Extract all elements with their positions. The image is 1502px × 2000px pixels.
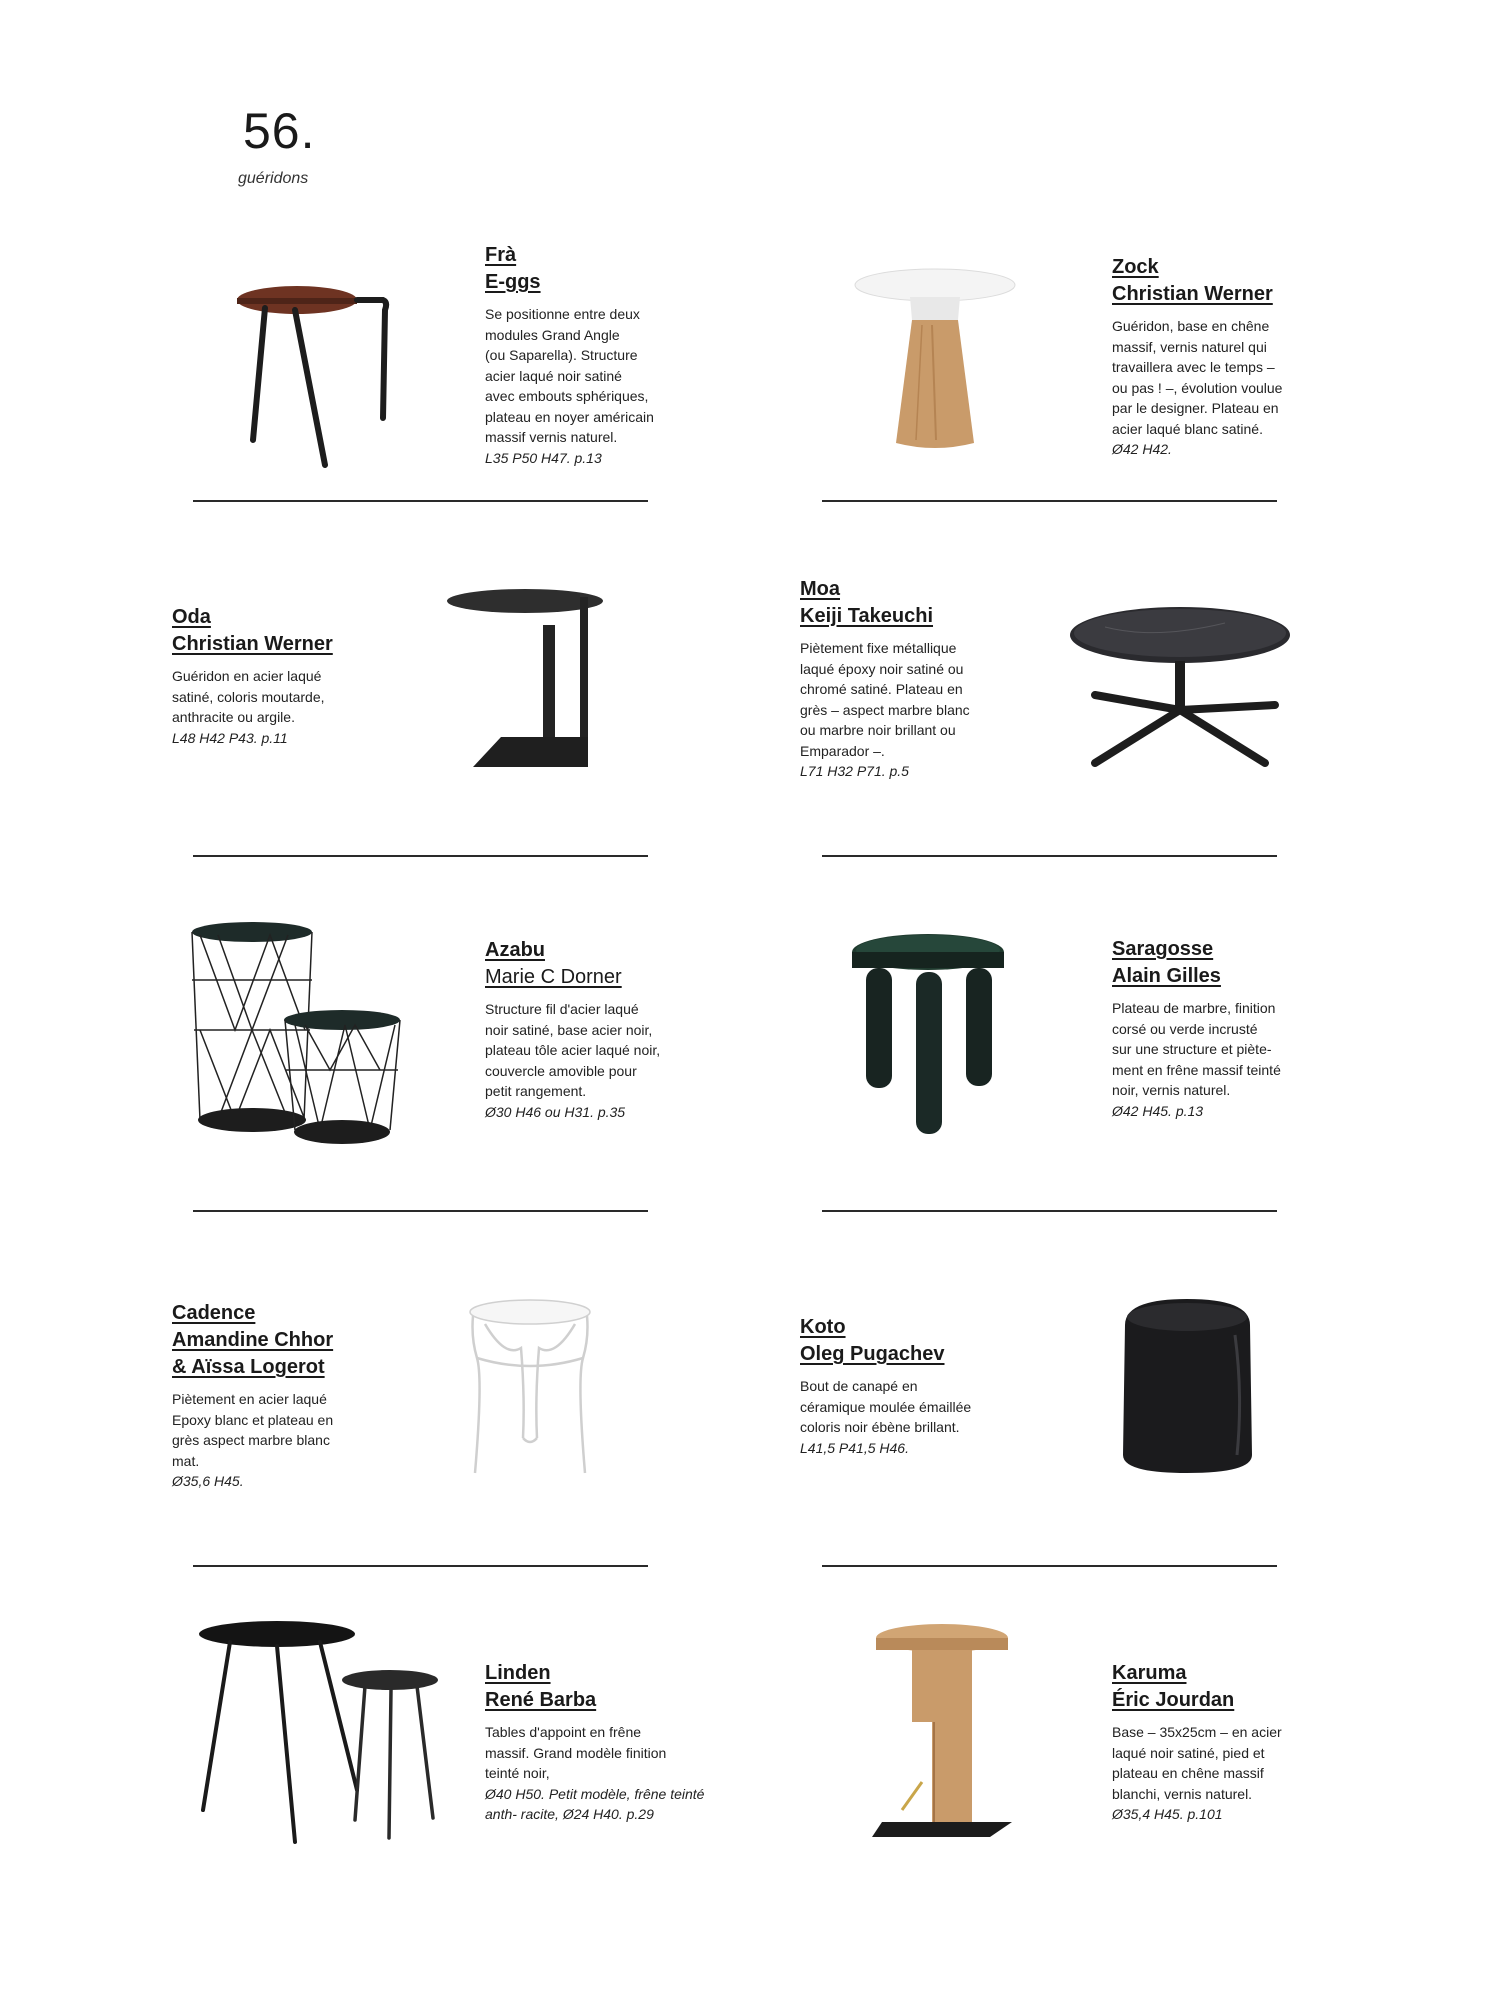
product-description: Base – 35x25cm – en acier laqué noir satiné, pied et plateau en chêne massif blanchi, vernis naturel.	[1112, 1724, 1282, 1802]
saragosse-side-table-image	[848, 930, 1008, 1140]
product-name: Koto	[800, 1316, 846, 1338]
product-moa	[800, 576, 1040, 782]
fra-side-table-image	[235, 280, 395, 475]
product-zock	[1112, 254, 1352, 460]
divider	[193, 1210, 648, 1212]
product-description: Piètement fixe métallique laqué époxy noir satiné ou chromé satiné. Plateau en grès – aspect marbre blanc ou marbre noir brillant ou Emparador –.	[800, 640, 970, 759]
product-description: Guéridon, base en chêne massif, vernis naturel qui travaillera avec le temps – ou pas ! –, évolution voulue par le designer. Plateau en acier laqué blanc satiné.	[1112, 318, 1283, 437]
product-description: Bout de canapé en céramique moulée émaillée coloris noir ébène brillant.	[800, 1378, 972, 1435]
product-dimensions: L41,5 P41,5 H46.	[800, 1439, 909, 1456]
product-dimensions: Ø42 H45. p.13	[1112, 1102, 1204, 1119]
koto-side-table-image	[1115, 1295, 1260, 1475]
divider	[822, 500, 1277, 502]
divider	[193, 855, 648, 857]
product-designer: René Barba	[485, 1689, 597, 1711]
divider	[193, 500, 648, 502]
product-name: Saragosse	[1112, 938, 1214, 960]
linden-side-tables-image	[195, 1620, 440, 1845]
karuma-side-table-image	[872, 1622, 1022, 1837]
divider	[822, 855, 1277, 857]
product-azabu	[485, 937, 725, 1122]
product-name: Frà	[485, 244, 517, 266]
zock-side-table-image	[850, 265, 1020, 455]
product-karuma	[1112, 1660, 1352, 1825]
oda-side-table-image	[445, 585, 615, 775]
product-description: Se positionne entre deux modules Grand Angle (ou Saparella). Structure acier laqué noir satiné avec embouts sphériques, plateau en noyer américain massif vernis naturel.	[485, 306, 654, 445]
product-designer-2: & Aïssa Logerot	[172, 1356, 325, 1378]
product-name: Karuma	[1112, 1662, 1187, 1684]
product-designer: E-ggs	[485, 271, 541, 293]
product-designer: Éric Jourdan	[1112, 1689, 1235, 1711]
product-designer: Christian Werner	[1112, 283, 1273, 305]
product-name: Linden	[485, 1662, 551, 1684]
product-designer: Marie C Dorner	[485, 966, 622, 988]
divider	[822, 1210, 1277, 1212]
product-dimensions: L48 H42 P43. p.11	[172, 729, 288, 746]
product-dimensions: Ø40 H50. Petit modèle, frêne teinté anth- racite, Ø24 H40. p.29	[485, 1785, 705, 1822]
product-name: Moa	[800, 578, 840, 600]
product-description: Piètement en acier laqué Epoxy blanc et plateau en grès aspect marbre blanc mat.	[172, 1391, 334, 1469]
product-dimensions: Ø35,4 H45. p.101	[1112, 1806, 1223, 1822]
cadence-side-table-image	[465, 1298, 595, 1478]
product-name: Azabu	[485, 939, 545, 961]
section-label: guéridons	[238, 170, 309, 187]
product-description: Guéridon en acier laqué satiné, coloris moutarde, anthracite ou argile.	[172, 668, 325, 725]
product-linden	[485, 1660, 725, 1825]
product-designer: Alain Gilles	[1112, 965, 1221, 987]
product-designer: Oleg Pugachev	[800, 1343, 945, 1365]
product-description: Plateau de marbre, finition corsé ou verde incrusté sur une structure et piète- ment en frêne massif teinté noir, vernis naturel.	[1112, 1000, 1281, 1098]
product-name: Oda	[172, 606, 211, 628]
product-dimensions: Ø30 H46 ou H31. p.35	[485, 1103, 626, 1120]
product-koto	[800, 1314, 1040, 1458]
product-designer: Keiji Takeuchi	[800, 605, 934, 627]
product-designer: Christian Werner	[172, 633, 333, 655]
product-designer: Amandine Chhor	[172, 1329, 334, 1351]
product-dimensions: L35 P50 H47. p.13	[485, 449, 602, 466]
divider	[193, 1565, 648, 1567]
product-name: Zock	[1112, 256, 1159, 278]
product-name: Cadence	[172, 1302, 256, 1324]
product-dimensions: L71 H32 P71. p.5	[800, 763, 909, 779]
product-dimensions: Ø35,6 H45.	[172, 1473, 244, 1489]
product-oda	[172, 604, 412, 748]
product-fra	[485, 242, 725, 468]
page-number: 56.	[243, 103, 316, 159]
product-description: Structure fil d'acier laqué noir satiné, base acier noir, plateau tôle acier laqué noir, couvercle amovible pour petit rangement.	[485, 1001, 661, 1099]
product-saragosse	[1112, 936, 1352, 1121]
divider	[822, 1565, 1277, 1567]
product-dimensions: Ø42 H42.	[1112, 441, 1172, 457]
moa-coffee-table-image	[1065, 605, 1295, 775]
azabu-side-tables-image	[190, 920, 410, 1150]
product-description: Tables d'appoint en frêne massif. Grand modèle finition teinté noir,	[485, 1724, 667, 1781]
product-cadence	[172, 1300, 412, 1492]
